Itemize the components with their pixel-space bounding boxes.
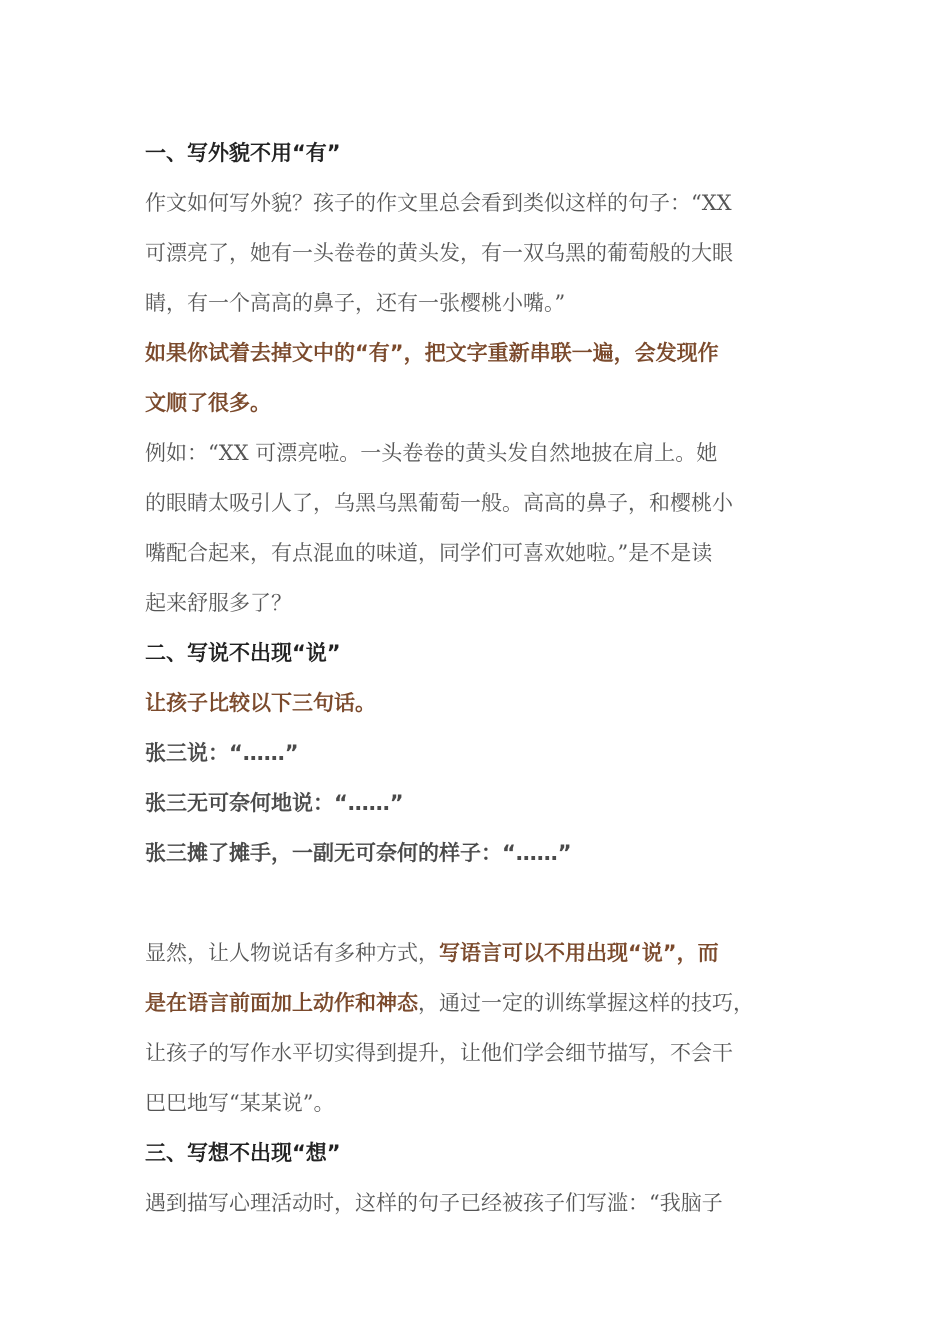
section-2-text-line bbox=[145, 978, 817, 1028]
section-1-example-line: 嘴配合起来，有点混血的味道，同学们可喜欢她啦。”是不是读 bbox=[145, 541, 713, 565]
dialogue-example: 张三摊了摊手，一副无可奈何的样子：“……” bbox=[145, 841, 572, 865]
article-body bbox=[145, 128, 817, 1228]
dialogue-example: 张三无可奈何地说：“……” bbox=[145, 791, 404, 815]
section-1-example-line: 起来舒服多了？ bbox=[145, 591, 292, 615]
highlight-text: 写语言可以不用出现“说”，而 bbox=[439, 941, 719, 965]
section-2-intro: 让孩子比较以下三句话。 bbox=[145, 691, 376, 715]
section-2-text-line bbox=[145, 928, 817, 978]
section-1-example-line: 的眼睛太吸引人了，乌黑乌黑葡萄一般。高高的鼻子，和樱桃小 bbox=[145, 491, 733, 515]
section-2-heading: 二、写说不出现“说” bbox=[145, 641, 341, 665]
plain-text: 显然，让人物说话有多种方式， bbox=[145, 941, 439, 965]
section-2-text-line: 巴巴地写“某某说”。 bbox=[145, 1091, 335, 1115]
section-3-text-line: 遇到描写心理活动时，这样的句子已经被孩子们写滥：“我脑子 bbox=[145, 1191, 723, 1215]
section-1-text-line: 作文如何写外貌？孩子的作文里总会看到类似这样的句子：“XX bbox=[145, 191, 732, 215]
section-1-tip-line: 如果你试着去掉文中的“有”，把文字重新串联一遍，会发现作 bbox=[145, 341, 719, 365]
paragraph-spacer bbox=[145, 878, 817, 928]
section-1-example-line: 例如：“XX 可漂亮啦。一头卷卷的黄头发自然地披在肩上。她 bbox=[145, 441, 718, 465]
section-3-heading: 三、写想不出现“想” bbox=[145, 1141, 341, 1165]
section-1-tip-line: 文顺了很多。 bbox=[145, 391, 271, 415]
section-1-heading: 一、写外貌不用“有” bbox=[145, 141, 341, 165]
dialogue-example: 张三说：“……” bbox=[145, 741, 299, 765]
section-1-text-line: 可漂亮了，她有一头卷卷的黄头发，有一双乌黑的葡萄般的大眼 bbox=[145, 241, 733, 265]
highlight-text: 是在语言前面加上动作和神态 bbox=[145, 991, 418, 1015]
section-1-text-line: 睛，有一个高高的鼻子，还有一张樱桃小嘴。” bbox=[145, 291, 566, 315]
section-2-text-line: 让孩子的写作水平切实得到提升，让他们学会细节描写，不会干 bbox=[145, 1041, 733, 1065]
plain-text: ，通过一定的训练掌握这样的技巧， bbox=[418, 991, 754, 1015]
